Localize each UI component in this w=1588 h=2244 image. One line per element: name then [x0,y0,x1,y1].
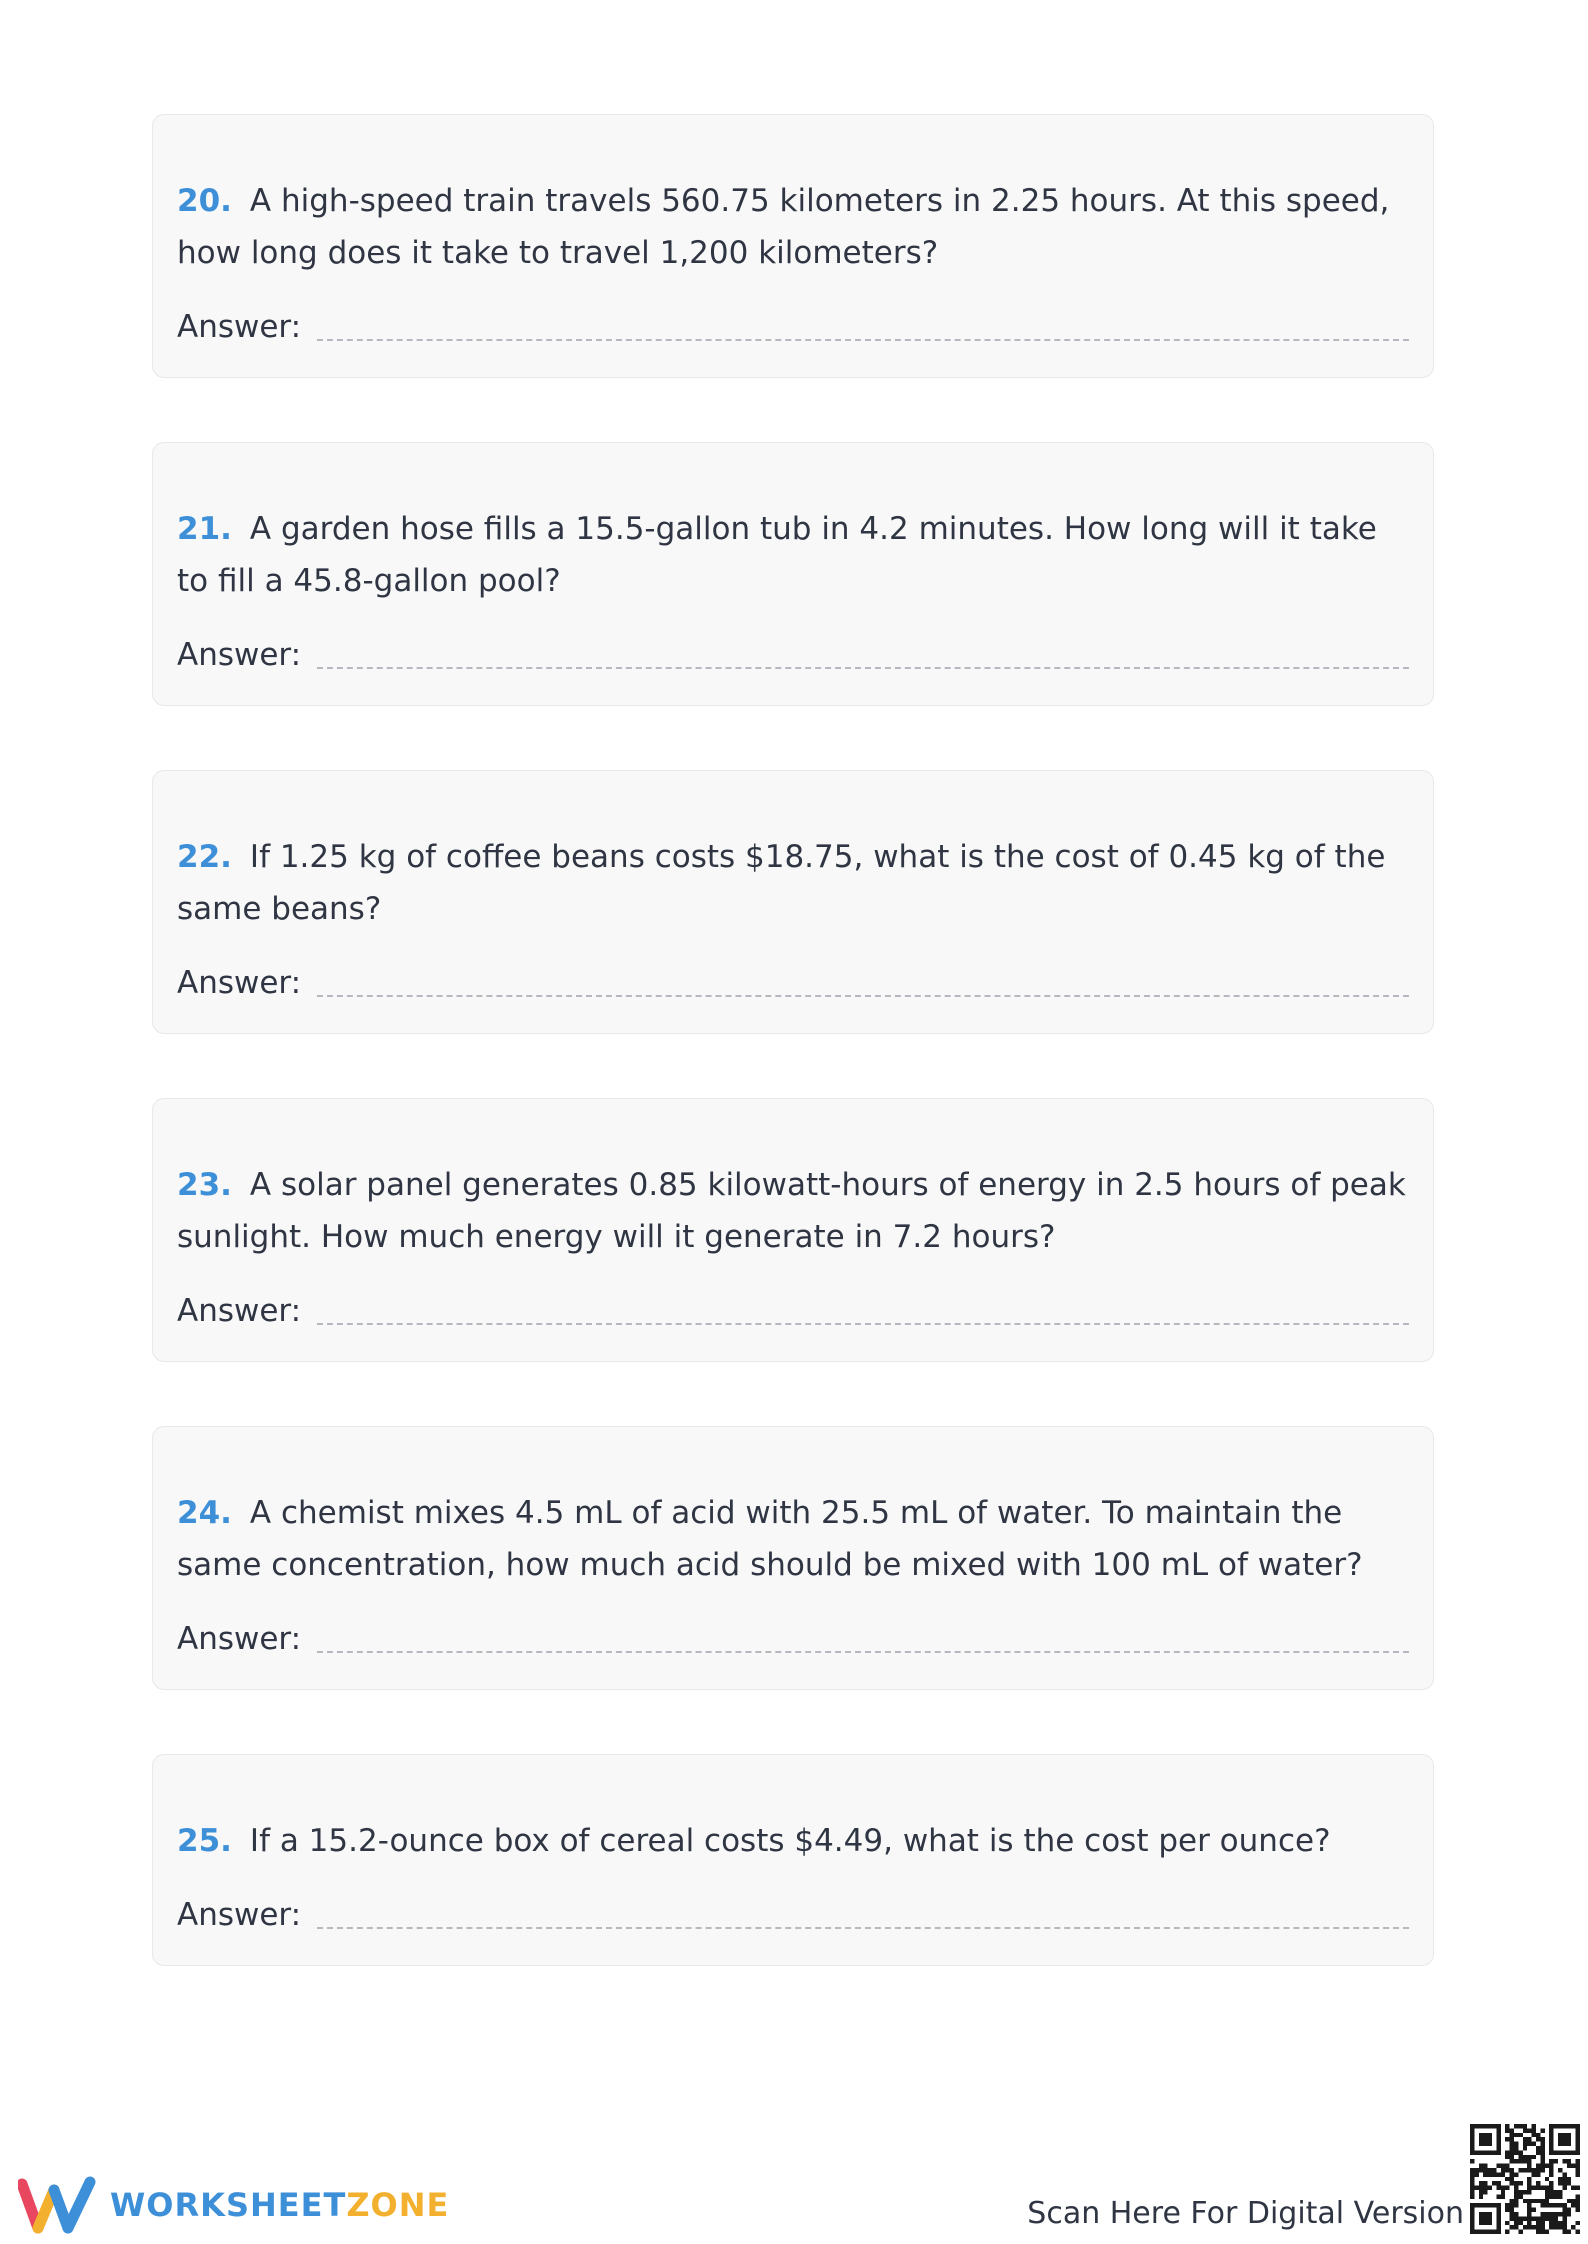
question-text [177,503,1409,607]
question-list [152,114,1434,2030]
answer-line[interactable] [317,995,1409,997]
answer-label: Answer: [177,1621,302,1657]
question-number: 24. [177,1495,232,1531]
question-body: If a 15.2-ounce box of cereal costs $4.49, what is the cost per ounce? [249,1823,1331,1859]
answer-label: Answer: [177,1293,302,1329]
question-number: 25. [177,1823,232,1859]
answer-row[interactable] [177,1619,1409,1659]
question-text [177,831,1409,935]
question-text [177,1487,1409,1591]
answer-label: Answer: [177,965,302,1001]
question-card-22 [152,770,1434,1034]
question-text [177,1815,1409,1867]
question-card-21 [152,442,1434,706]
question-card-23 [152,1098,1434,1362]
answer-row[interactable] [177,1291,1409,1331]
brand-name: WORKSHEETZONE [110,2186,450,2224]
brand-logo [18,2176,449,2234]
question-body: If 1.25 kg of coffee beans costs $18.75, what is the cost of 0.45 kg of the same beans? [177,839,1386,927]
worksheetzone-logo-icon [18,2176,96,2234]
question-number: 20. [177,183,232,219]
answer-label: Answer: [177,1897,302,1933]
qr-code-icon[interactable] [1470,2124,1580,2234]
scan-instruction: Scan Here For Digital Version [1027,2196,1464,2231]
answer-line[interactable] [317,1651,1409,1653]
answer-row[interactable] [177,635,1409,675]
question-text [177,175,1409,279]
answer-line[interactable] [317,1323,1409,1325]
question-number: 21. [177,511,232,547]
question-body: A solar panel generates 0.85 kilowatt-hours of energy in 2.5 hours of peak sunlight. How much energy will it generate in 7.2 hours? [177,1167,1406,1255]
question-body: A chemist mixes 4.5 mL of acid with 25.5 mL of water. To maintain the same concentration, how much acid should be mixed with 100 mL of water? [177,1495,1363,1583]
question-number: 22. [177,839,232,875]
answer-row[interactable] [177,307,1409,347]
question-card-24 [152,1426,1434,1690]
answer-row[interactable] [177,1895,1409,1935]
question-text [177,1159,1409,1263]
answer-label: Answer: [177,309,302,345]
answer-line[interactable] [317,339,1409,341]
question-card-25 [152,1754,1434,1966]
question-body: A high-speed train travels 560.75 kilometers in 2.25 hours. At this speed, how long does it take to travel 1,200 kilometers? [177,183,1390,271]
answer-line[interactable] [317,1927,1409,1929]
answer-label: Answer: [177,637,302,673]
question-number: 23. [177,1167,232,1203]
answer-line[interactable] [317,667,1409,669]
question-body: A garden hose fills a 15.5-gallon tub in 4.2 minutes. How long will it take to fill a 45.8-gallon pool? [177,511,1377,599]
question-card-20 [152,114,1434,378]
answer-row[interactable] [177,963,1409,1003]
